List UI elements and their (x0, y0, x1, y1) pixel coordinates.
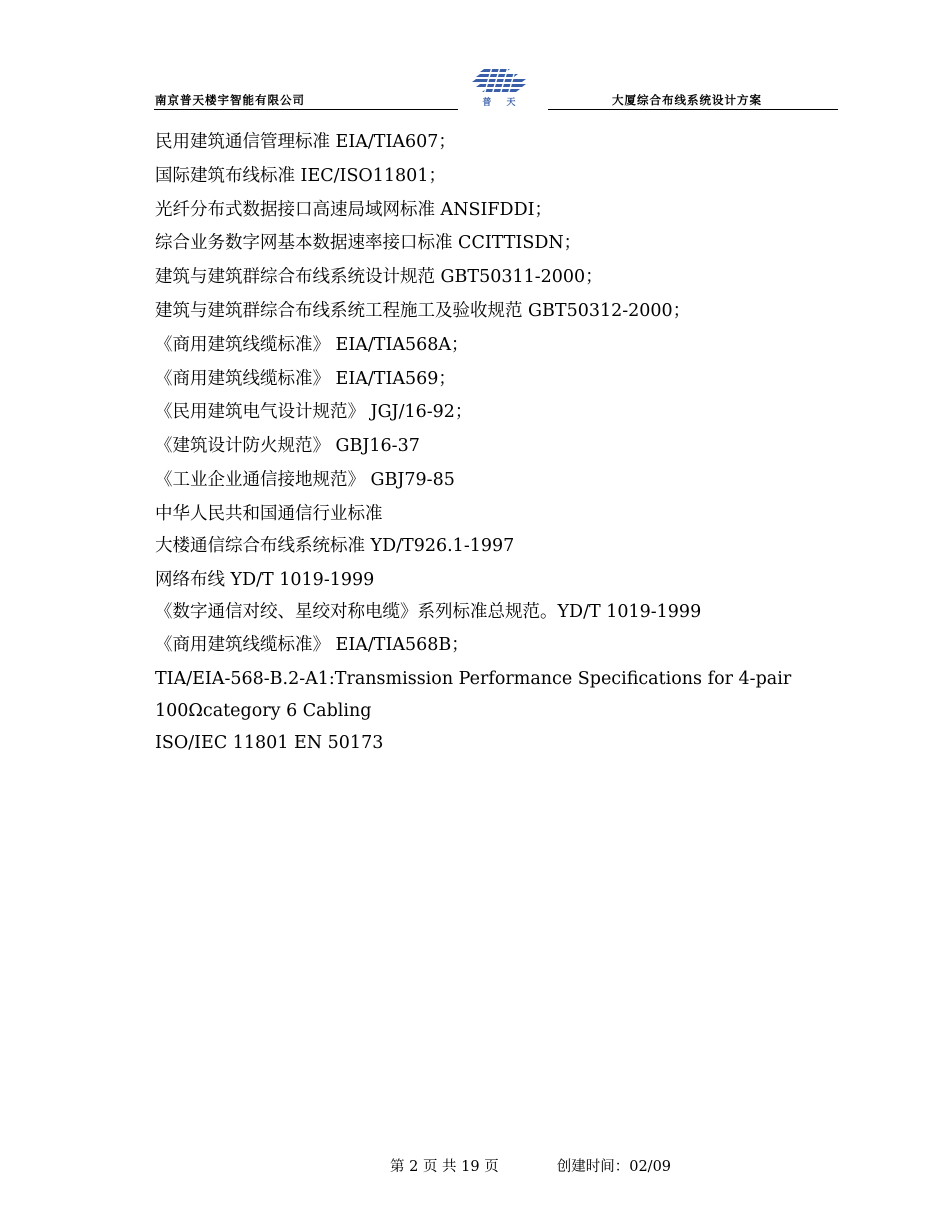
list-item: 《商用建筑线缆标准》 EIA/TIA568B； (155, 635, 469, 656)
list-item: 《商用建筑线缆标准》 EIA/TIA569； (155, 368, 456, 389)
logo-stripes-icon (470, 67, 534, 97)
list-item: TIA/EIA-568-B.2-A1:Transmission Performance Specifications for 4-pair (155, 669, 792, 690)
list-item: 《建筑设计防火规范》 GBJ16-37 (155, 436, 420, 457)
header-rule-left (154, 109, 458, 110)
company-logo (470, 67, 534, 111)
list-item: 综合业务数字网基本数据速率接口标准 CCITTISDN； (155, 233, 582, 254)
page-number: 第 2 页 共 19 页 (390, 1159, 499, 1175)
standards-list (155, 128, 795, 763)
list-item: 网络布线 YD/T 1019-1999 (155, 569, 375, 590)
list-item: ISO/IEC 11801 EN 50173 (155, 733, 384, 754)
list-item: 大楼通信综合布线系统标准 YD/T926.1-1997 (155, 535, 515, 556)
list-item: 《数字通信对绞、星绞对称电缆》系列标准总规范。YD/T 1019-1999 (155, 601, 702, 622)
document-title: 大厦综合布线系统设计方案 (612, 93, 762, 107)
created-date: 创建时间：02/09 (556, 1159, 672, 1175)
page-footer (390, 1155, 671, 1176)
header-rule-right (548, 109, 838, 110)
logo-text: 普 天 (482, 98, 522, 108)
list-item: 《商用建筑线缆标准》 EIA/TIA568A； (155, 334, 469, 355)
list-item: 《民用建筑电气设计规范》 JGJ/16-92； (155, 402, 473, 423)
list-item: 建筑与建筑群综合布线系统工程施工及验收规范 GBT50312-2000； (155, 300, 691, 321)
list-item: 国际建筑布线标准 IEC/ISO11801； (155, 165, 446, 186)
list-item: 光纤分布式数据接口高速局域网标准 ANSIFDDI； (155, 199, 553, 220)
list-item: 100Ωcategory 6 Cabling (155, 701, 372, 722)
list-item: 《工业企业通信接地规范》 GBJ79-85 (155, 469, 455, 490)
list-item: 中华人民共和国通信行业标准 (155, 503, 383, 524)
list-item: 建筑与建筑群综合布线系统设计规范 GBT50311-2000； (155, 267, 603, 288)
company-name: 南京普天楼宇智能有限公司 (155, 93, 305, 107)
list-item: 民用建筑通信管理标准 EIA/TIA607； (155, 132, 456, 152)
